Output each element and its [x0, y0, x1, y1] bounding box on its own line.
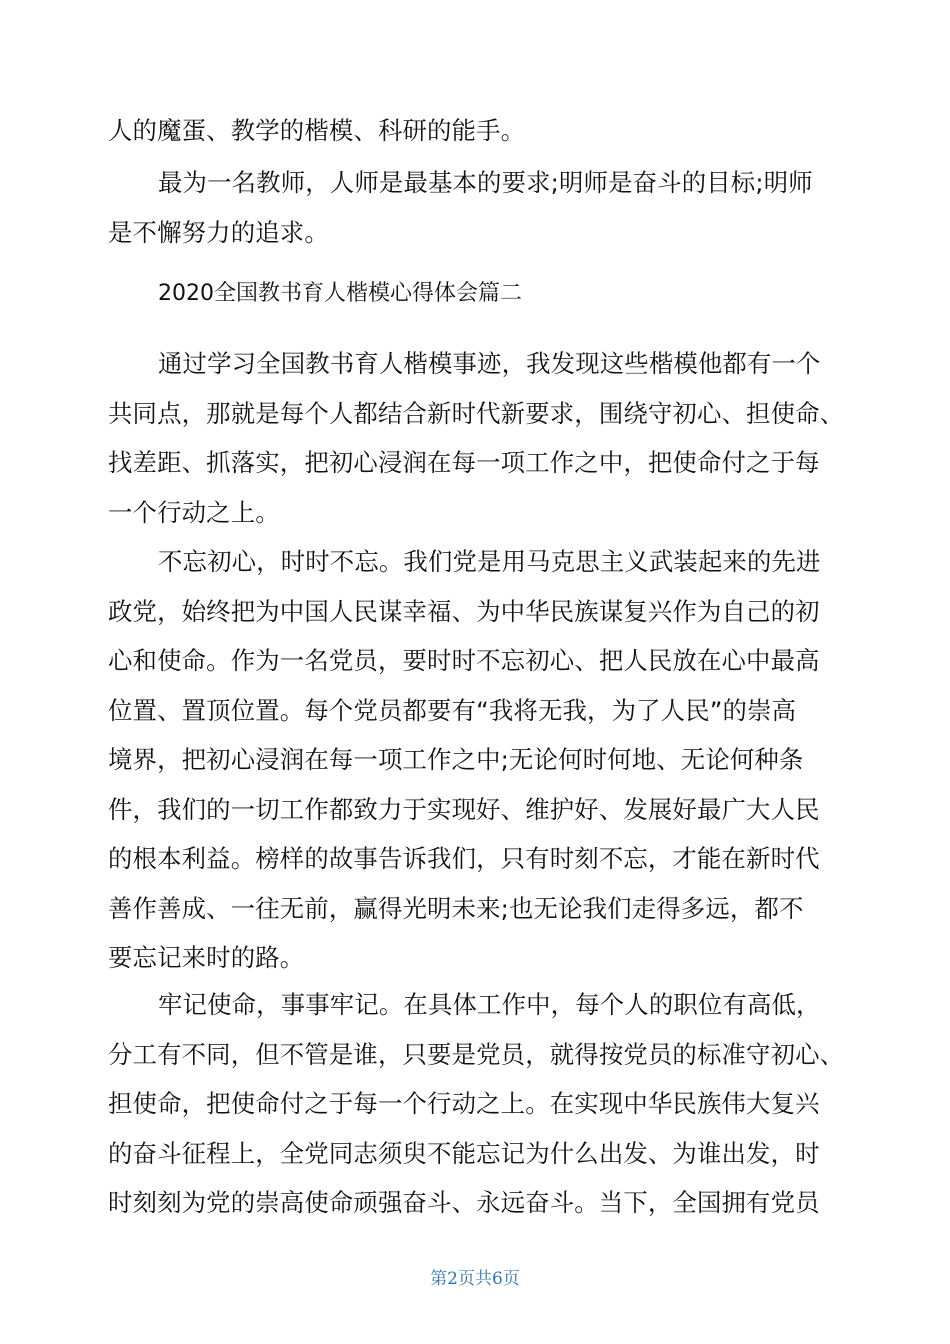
- text-line: 要忘记来时的路。: [108, 943, 305, 972]
- text-line: 担使命，把使命付之于每一个行动之上。在实现中华民族伟大复兴: [108, 1089, 820, 1118]
- text-line: 境界，把初心浸润在每一项工作之中;无论何时何地、无论何种条: [108, 745, 804, 774]
- text-line: 牢记使命，事事牢记。在具体工作中，每个人的职位有高低，: [158, 990, 821, 1019]
- text-line: 的奋斗征程上，全党同志须臾不能忘记为什么出发、为谁出发，时: [108, 1138, 820, 1168]
- paragraph-mission: [108, 980, 848, 1228]
- text-line: 人的魔蛋、教学的楷模、科研的能手。: [108, 116, 526, 145]
- text-line: 位置、置顶位置。每个党员都要有“我将无我，为了人民”的崇高: [108, 695, 797, 725]
- text-line: 最为一名教师，人师是最基本的要求;明师是奋斗的目标;明师: [158, 168, 813, 197]
- text-line: 时刻刻为党的崇高使命顽强奋斗、永远奋斗。当下，全国拥有党员: [108, 1188, 820, 1217]
- text-line: 找差距、抓落实，把初心浸润在每一项工作之中，把使命付之于每: [108, 448, 820, 477]
- text-line: 分工有不同，但不管是谁，只要是党员，就得按党员的标准守初心、: [108, 1039, 845, 1069]
- text-line: 的根本利益。榜样的故事告诉我们，只有时刻不忘，才能在新时代: [108, 844, 820, 873]
- paragraph-original-aspiration: [108, 537, 848, 983]
- paragraph-intro: [108, 339, 848, 537]
- text-line: 是不懈努力的追求。: [108, 217, 329, 247]
- section-heading: [108, 269, 848, 319]
- paragraph-continuation: [108, 106, 848, 156]
- text-line: 一个行动之上。: [108, 497, 280, 527]
- text-line: 不忘初心，时时不忘。我们党是用马克思主义武装起来的先进: [158, 547, 821, 576]
- page-number-footer: 第2页共6页: [430, 1269, 520, 1289]
- text-line: 件，我们的一切工作都致力于实现好、维护好、发展好最广大人民: [108, 794, 820, 824]
- text-line: 通过学习全国教书育人楷模事迹，我发现这些楷模他都有一个: [158, 349, 821, 378]
- section-title: 2020全国教书育人楷模心得体会篇二: [158, 281, 522, 306]
- text-line: 政党，始终把为中国人民谋幸福、为中华民族谋复兴作为自己的初: [108, 596, 820, 626]
- text-line: 心和使命。作为一名党员，要时时不忘初心、把人民放在心中最高: [108, 646, 820, 675]
- paragraph-teacher-requirements: [108, 158, 848, 257]
- text-line: 共同点，那就是每个人都结合新时代新要求，围绕守初心、担使命、: [108, 398, 845, 428]
- text-line: 善作善成、一往无前，赢得光明未来;也无论我们走得多远，都不: [108, 893, 804, 923]
